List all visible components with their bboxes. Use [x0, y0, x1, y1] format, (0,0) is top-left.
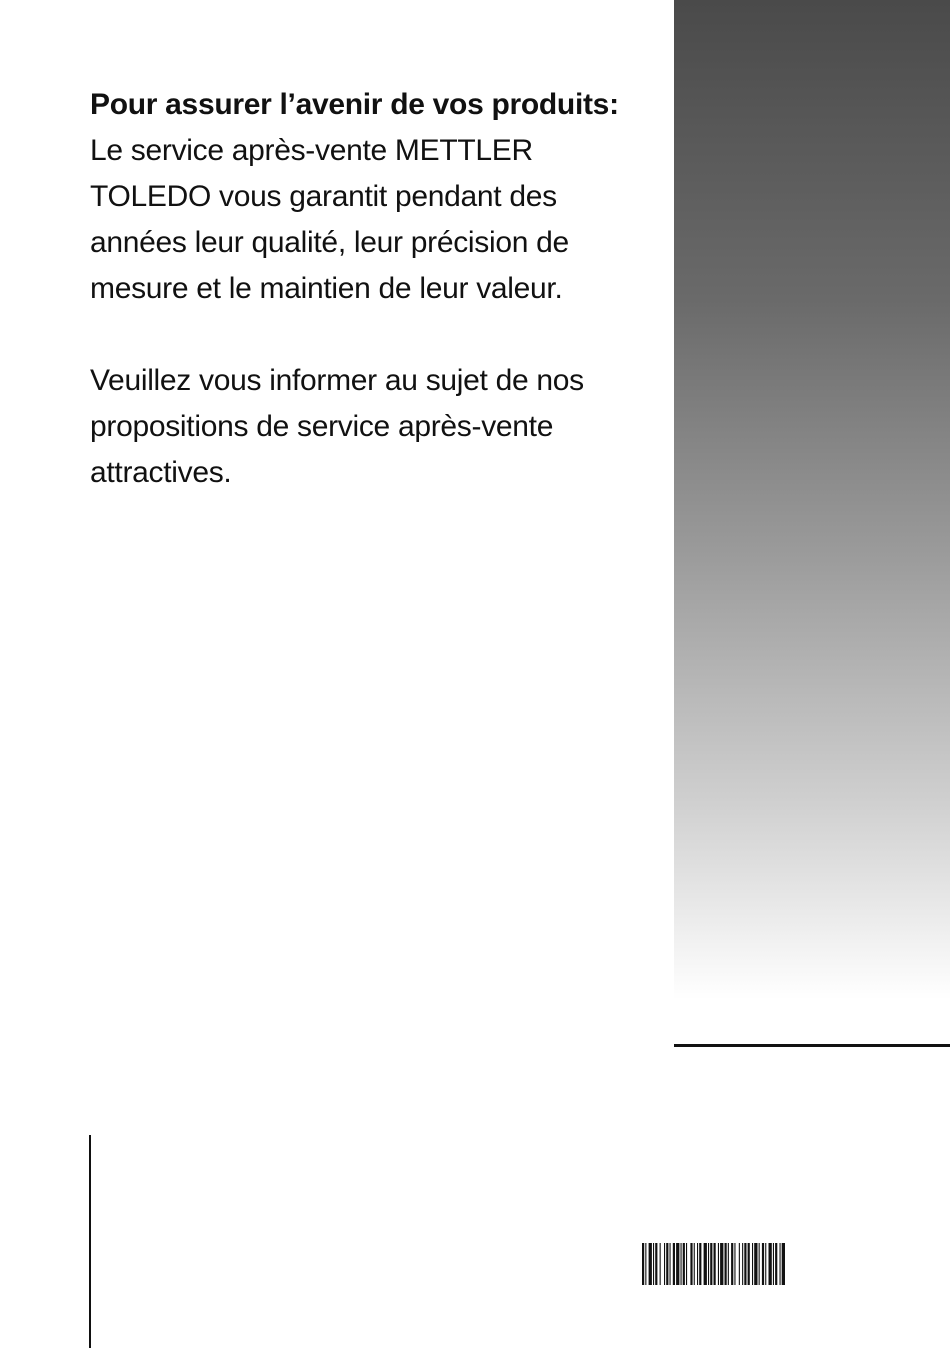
- barcode-bar: [739, 1243, 740, 1285]
- barcode-bar: [742, 1243, 743, 1285]
- barcode-bar: [775, 1243, 777, 1285]
- barcode-bar: [694, 1243, 695, 1285]
- barcode-bar: [765, 1243, 766, 1285]
- barcode-bar: [670, 1243, 671, 1285]
- barcode-bar: [673, 1243, 675, 1285]
- service-text-block: [90, 82, 660, 496]
- barcode-bar: [734, 1243, 735, 1285]
- barcode-bar: [720, 1243, 723, 1285]
- barcode-bar: [653, 1243, 654, 1285]
- barcode-bar: [642, 1243, 644, 1285]
- barcode-bar: [676, 1243, 679, 1285]
- barcode-bar: [769, 1243, 772, 1285]
- barcode-bar: [744, 1243, 746, 1285]
- barcode-bar: [697, 1243, 698, 1285]
- barcode-bar: [710, 1243, 712, 1285]
- barcode-bar: [666, 1243, 668, 1285]
- barcode-bar: [660, 1243, 661, 1285]
- service-paragraph-1: [90, 82, 660, 312]
- barcode-bar: [699, 1243, 701, 1285]
- barcode-bar: [655, 1243, 657, 1285]
- barcode-bar: [686, 1243, 687, 1285]
- barcode-bar: [728, 1243, 729, 1285]
- barcode-bar: [748, 1243, 750, 1285]
- barcode-bar: [645, 1243, 646, 1285]
- barcode-bar: [690, 1243, 692, 1285]
- barcode-bar: [683, 1243, 685, 1285]
- barcode-bar: [714, 1243, 716, 1285]
- barcode-bar: [754, 1243, 757, 1285]
- barcode-bar: [725, 1243, 727, 1285]
- barcode-bar: [664, 1243, 665, 1285]
- barcode-bar: [780, 1243, 781, 1285]
- vertical-rule: [89, 1135, 91, 1348]
- service-paragraph-2: Veuillez vous informer au sujet de nos propositions de service après-vente attractives.: [90, 364, 584, 489]
- barcode-bar: [782, 1243, 785, 1285]
- service-heading: Pour assurer l’avenir de vos produits:: [90, 88, 619, 121]
- barcode-bar: [773, 1243, 774, 1285]
- gradient-panel: [674, 0, 950, 1000]
- barcode-bar: [762, 1243, 764, 1285]
- horizontal-rule: [674, 1044, 950, 1047]
- barcode-icon: [642, 1243, 874, 1285]
- barcode-bar: [752, 1243, 753, 1285]
- barcode-bar: [681, 1243, 682, 1285]
- barcode-bar: [731, 1243, 733, 1285]
- service-body-text-1: Le service après-vente METTLER TOLEDO vous garantit pendant des années leur qualité, leur précision de mesure et le maintien de leur valeur.: [90, 134, 569, 305]
- barcode-bar: [649, 1243, 652, 1285]
- barcode-bar: [704, 1243, 707, 1285]
- barcode-bar: [708, 1243, 709, 1285]
- barcode-bar: [718, 1243, 719, 1285]
- barcode-bar: [759, 1243, 760, 1285]
